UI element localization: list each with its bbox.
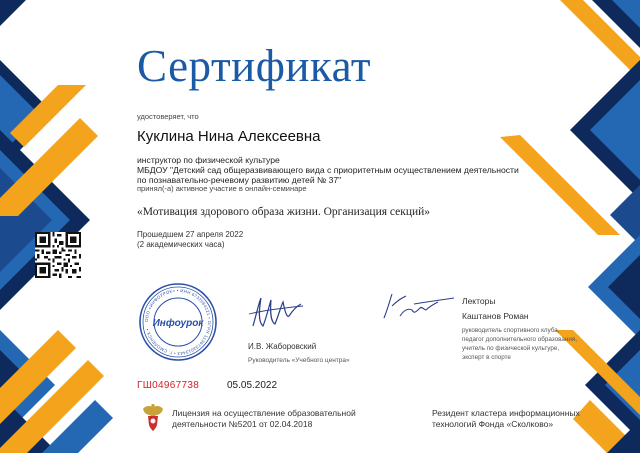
certificate-title: Сертификат (137, 41, 372, 91)
role-organization: МБДОУ "Детский сад общеразвивающего вида с приоритетным осуществлением деятельности по познавательно-речевому развитию детей № 37" (137, 165, 519, 185)
lecturer-name: Каштанов Роман (462, 311, 529, 321)
role-block (137, 155, 527, 193)
license-line: Лицензия на осуществление образовательной (172, 408, 356, 418)
date-block (137, 230, 243, 250)
deco-shape (610, 185, 640, 245)
course-title: «Мотивация здорового образа жизни. Организация секций» (137, 206, 431, 218)
license-text (172, 408, 382, 430)
held-date: Прошедшем 27 апреля 2022 (137, 230, 244, 239)
lecturer-desc-line: педагог дополнительного образования, (462, 336, 578, 343)
role-position: инструктор по физической культуре (137, 155, 280, 165)
deco-shape (0, 0, 26, 26)
lecturer-description (462, 326, 622, 362)
lecturer-desc-line: эксперт в спорте (462, 354, 511, 361)
signature-icon (378, 288, 456, 328)
certifies-text: удостоверяет, что (137, 112, 199, 121)
lecturer-desc-line: руководитель спортивного клуба, (462, 327, 560, 334)
signatory-name: И.В. Жаборовский (248, 342, 317, 351)
signatory-title: Руководитель «Учебного центра» (248, 357, 350, 364)
academic-hours: (2 академических часа) (137, 240, 225, 249)
license-line: деятельности №5201 от 02.04.2018 (172, 419, 313, 429)
person-name: Куклина Нина Алексеевна (137, 128, 321, 145)
resident-line: Резидент кластера информационных (432, 408, 580, 418)
seal-stamp-icon (138, 282, 218, 362)
lecturer-desc-line: учитель по физической культуре, (462, 345, 560, 352)
certificate-number: ГШ04967738 (137, 380, 200, 391)
resident-line: технологий Фонда «Сколково» (432, 419, 554, 429)
seal-brand: Инфоурок (152, 318, 204, 329)
issue-date: 05.05.2022 (227, 380, 278, 391)
qr-code-icon (35, 232, 81, 278)
participation-text: принял(-а) активное участие в онлайн-семинаре (137, 184, 307, 193)
signature-icon (245, 292, 305, 334)
resident-text (432, 408, 612, 430)
seal-ring-text: ООО «ИНФОУРОК» • ИНН 6732064121 • ОГРН 1136733013443 • Г. СМОЛЕНСК • (143, 287, 213, 357)
lecturers-heading: Лекторы (462, 296, 496, 306)
coat-of-arms-icon (140, 403, 166, 433)
